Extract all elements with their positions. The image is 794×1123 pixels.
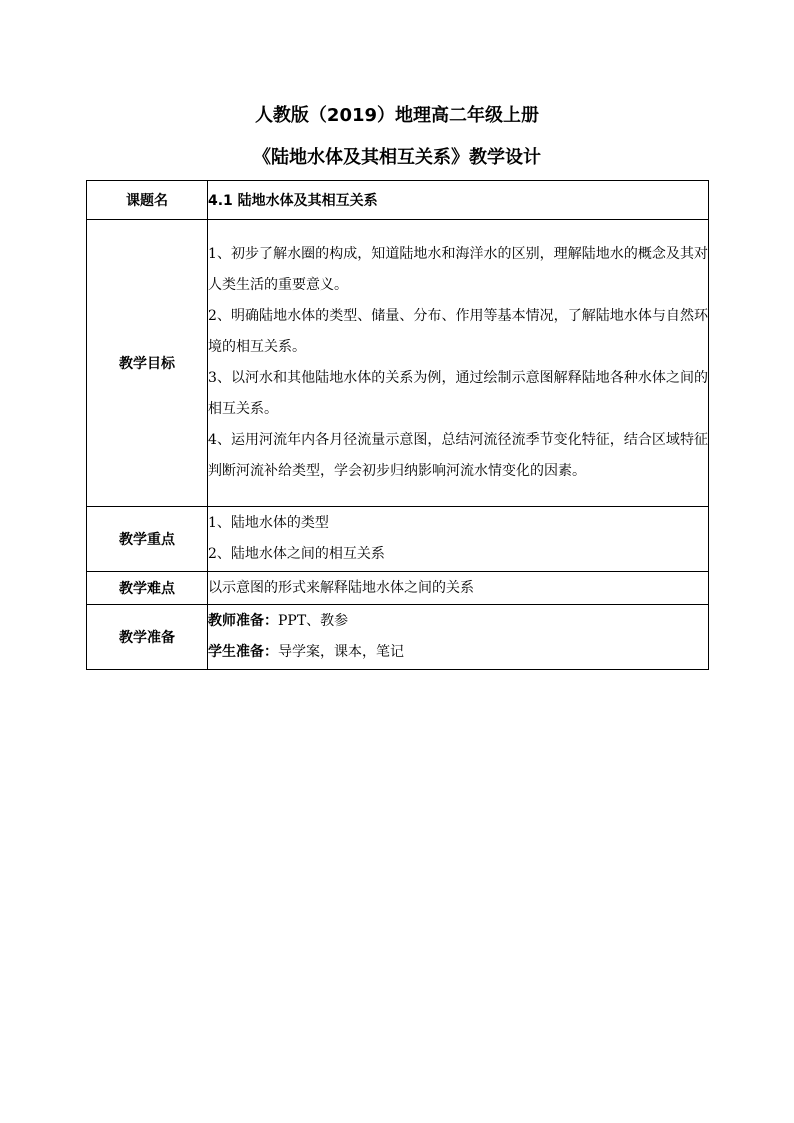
goal-item-1: 1、初步了解水圈的构成，知道陆地水和海洋水的区别，理解陆地水的概念及其对人类生活的重要意义。 <box>208 246 708 293</box>
document-subtitle: 《陆地水体及其相互关系》教学设计 <box>253 147 541 168</box>
preparation-label: 教学准备 <box>87 605 208 670</box>
lesson-plan-table <box>86 180 709 670</box>
difficulty-label: 教学难点 <box>87 572 208 605</box>
table-row-topic <box>87 181 709 220</box>
focus-label: 教学重点 <box>87 507 208 572</box>
focus-content <box>208 507 709 572</box>
goal-item-2: 2、明确陆地水体的类型、储量、分布、作用等基本情况，了解陆地水体与自然环境的相互关系。 <box>208 308 708 355</box>
topic-value: 4.1 陆地水体及其相互关系 <box>208 181 709 220</box>
preparation-content <box>208 605 709 670</box>
teacher-preparation-label: 教师准备： <box>208 613 278 629</box>
student-preparation-value: 导学案，课本，笔记 <box>278 644 404 660</box>
table-row-goals <box>87 220 709 507</box>
student-preparation-label: 学生准备： <box>208 644 278 660</box>
teacher-preparation-value: PPT、教参 <box>278 613 349 629</box>
table-row-preparation <box>87 605 709 670</box>
focus-item-2: 2、陆地水体之间的相互关系 <box>208 546 385 562</box>
topic-label: 课题名 <box>87 181 208 220</box>
student-preparation <box>208 637 708 668</box>
focus-item-1: 1、陆地水体的类型 <box>208 515 329 531</box>
table-row-difficulty <box>87 572 709 605</box>
table-row-focus <box>87 507 709 572</box>
goal-item-3: 3、以河水和其他陆地水体的关系为例，通过绘制示意图解释陆地各种水体之间的相互关系。 <box>208 370 708 417</box>
document-title: 人教版（2019）地理高二年级上册 <box>254 105 540 126</box>
goals-content <box>208 220 709 507</box>
teacher-preparation <box>208 606 708 637</box>
goals-label: 教学目标 <box>87 220 208 507</box>
goal-item-4: 4、运用河流年内各月径流量示意图，总结河流径流季节变化特征，结合区域特征判断河流补给类型，学会初步归纳影响河流水情变化的因素。 <box>208 432 708 479</box>
difficulty-value: 以示意图的形式来解释陆地水体之间的关系 <box>208 572 709 605</box>
